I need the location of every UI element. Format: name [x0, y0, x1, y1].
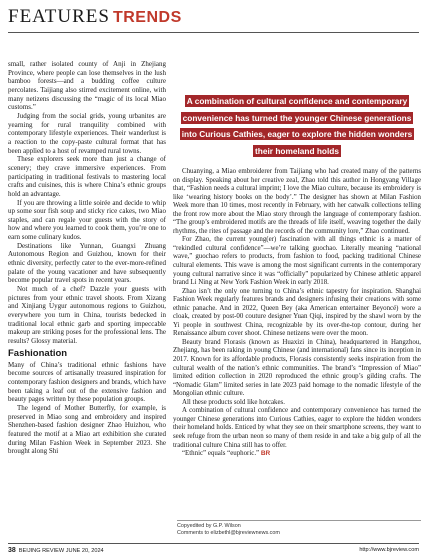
- end-mark: BR: [260, 450, 271, 458]
- article-credit: [177, 520, 421, 537]
- paragraph: Not much of a chef? Dazzle your guests with pictures from your ethnic travel shoots. From Xizang and Xinjiang Uygur autonomous regions to Guizhou, everywhere you turn in China, tourists bedecked in traditional local ethnic garb and sporting impeccable makeup are striking poses for the professional lens. The results? Glossy material.: [8, 285, 166, 345]
- paragraph: Destinations like Yunnan, Guangxi Zhuang Autonomous Region and Guizhou, known for their ethnic diversity, perfectly cater to the ever-more-refined palate of the young vacationer and have subsequently become popular travel spots in recent years.: [8, 241, 166, 285]
- pull-quote-text: A combination of cultural confidence and contemporary convenience has turned the younger Chinese generations into Curious Cathies, eager to explore the hidden wonders their homeland holds: [181, 96, 413, 156]
- copyedit-credit: Copyedited by G.P. Wilson: [177, 523, 241, 529]
- paragraph: A combination of cultural confidence and contemporary convenience has turned the younger Chinese generations into Curious Cathies, eager to explore the hidden wonders their homeland holds. Enticed by what they see on their smartphone screens, they want to seek refuge from the urban neon so many of them reside in and take a big gulp of all the traditional culture China still has to offer.: [173, 407, 421, 449]
- paragraph: These explorers seek more than just a change of scenery; they crave immersive experiences. From participating in traditional festivals to mastering local crafts and cuisines, this is where China’s ethnic groups hold an advantage.: [8, 155, 166, 198]
- page-number: 38: [8, 547, 16, 554]
- footer-left: [8, 547, 104, 554]
- paragraph: Chuanying, a Miao embroiderer from Taijiang who had created many of the patterns on display. Speaking about her creative zeal, Zhao told this author in Hongyang Village that, “Fashion needs a cultural imprint; I love the Miao culture, because its embroidery is like ‘wearing history books on the body’.” The designer has shown at Milan Fashion Week more than 10 times, most recently in February, with her catwalk collections telling the front row more about the Miao story through the language of contemporary fashion. “The group’s embroidered motifs are the threads of life itself, weaving together the daily rhythms, the rites of passage and the records of the community lore,” Zhao continued.: [173, 168, 421, 235]
- paragraph: If you are throwing a little soirée and decide to whip up some sour fish soup and sticky rice cakes, two Miao staples, and can regale your guests with the story of how and where you learned to cook them, you’re one to earn some culinary kudos.: [8, 198, 166, 242]
- paragraph: The legend of Mother Butterfly, for example, is preserved in Miao song and embroidery and inspired Shenzhen-based fashion designer Zhao Huizhou, who featured the motif at a Miao art exhibition she curated during Milan Fashion Week in September 2023. She brought along Shi: [8, 403, 166, 456]
- paragraph: Zhao isn’t the only one turning to China’s ethnic tapestry for inspiration. Shanghai Fashion Week regularly features brands and designers infusing their creations with some ethnic panache. And in 2022, Queen Bey (aka American entertainer Beyoncé) wore a cloak, created by post-00 couture designer Yuan Qiqi, inspired by the shawl worn by the Yi people in southwest China, recognizable by its over-the-top contour, during her Renaissance album cover shoot. Chinese netizens were over the moon.: [173, 287, 421, 338]
- paragraph: small, rather isolated county of Anji in Zhejiang Province, where people can lose themselves in the lush bamboo forests—and a budding coffee culture percolates. Taijiang also stirred excitement online, with many netizens discussing the “magic of its local Miao customs.”: [8, 60, 166, 112]
- section-title: FEATURES: [8, 6, 110, 27]
- paragraph: For Zhao, the current young(er) fascination with all things ethnic is a matter of “rekindled cultural confidence”—we’re talking guochao. Literally meaning “national wave,” guochao refers to products, from fashion to food, packing traditional Chinese cultural elements. This wave is among the most significant currents in the contemporary young cultural narrative since it was “officially” popularized by Chinese athletic apparel brand Li Ning at New York Fashion Week in early 2018.: [173, 236, 421, 287]
- closing-line: [173, 450, 421, 459]
- paragraph: Beauty brand Florasis (known as Huaxizi in China), headquartered in Hangzhou, Zhejiang, has been raking in young Chinese (and international) fans since its inception in 2017. Known for its affordable products, Florasis consistently seeks inspiration from the cultural wealth of the nation’s ethnic communities. The brand’s “Impression of Miao” limited edition collection in 2020 reproduced the ethnic group’s gilding crafts. The “Nomadic Glam” limited series in late 2023 paid homage to the nomadic lifestyle of the Mongolian ethnic culture.: [173, 338, 421, 398]
- closing-text: “Ethnic” equals “euphoric.”: [182, 450, 260, 458]
- pull-quote: [173, 93, 421, 159]
- header-rule: [8, 32, 419, 33]
- paragraph: All these products sold like hotcakes.: [182, 398, 285, 406]
- page-footer: [8, 543, 419, 555]
- right-column: [173, 168, 421, 459]
- paragraph: Judging from the social grids, young urbanites are yearning for rural tranquility combined with contemporary lifestyle experiences. Their wanderlust is a reaction to the copy-paste cultural format that has been applied to a host of revamped rural towns.: [8, 111, 166, 155]
- comments-contact: Comments to elizbethl@bjreviewnews.com: [177, 530, 280, 536]
- subsection-title: TRENDS: [112, 9, 182, 26]
- section-heading: Fashionation: [8, 347, 68, 359]
- paragraph: Many of China’s traditional ethnic fashions have become sources of artisanally treasured inspiration for contemporary fashion designers and brands, which have been taking a leaf out of the extensive fashion and beauty pages written by these population groups.: [8, 360, 166, 404]
- publication-line: BEIJING REVIEW JUNE 20, 2024: [18, 548, 104, 554]
- website-url: http://www.bjreview.com: [359, 547, 419, 553]
- section-header: [8, 6, 419, 32]
- left-column: [8, 60, 166, 456]
